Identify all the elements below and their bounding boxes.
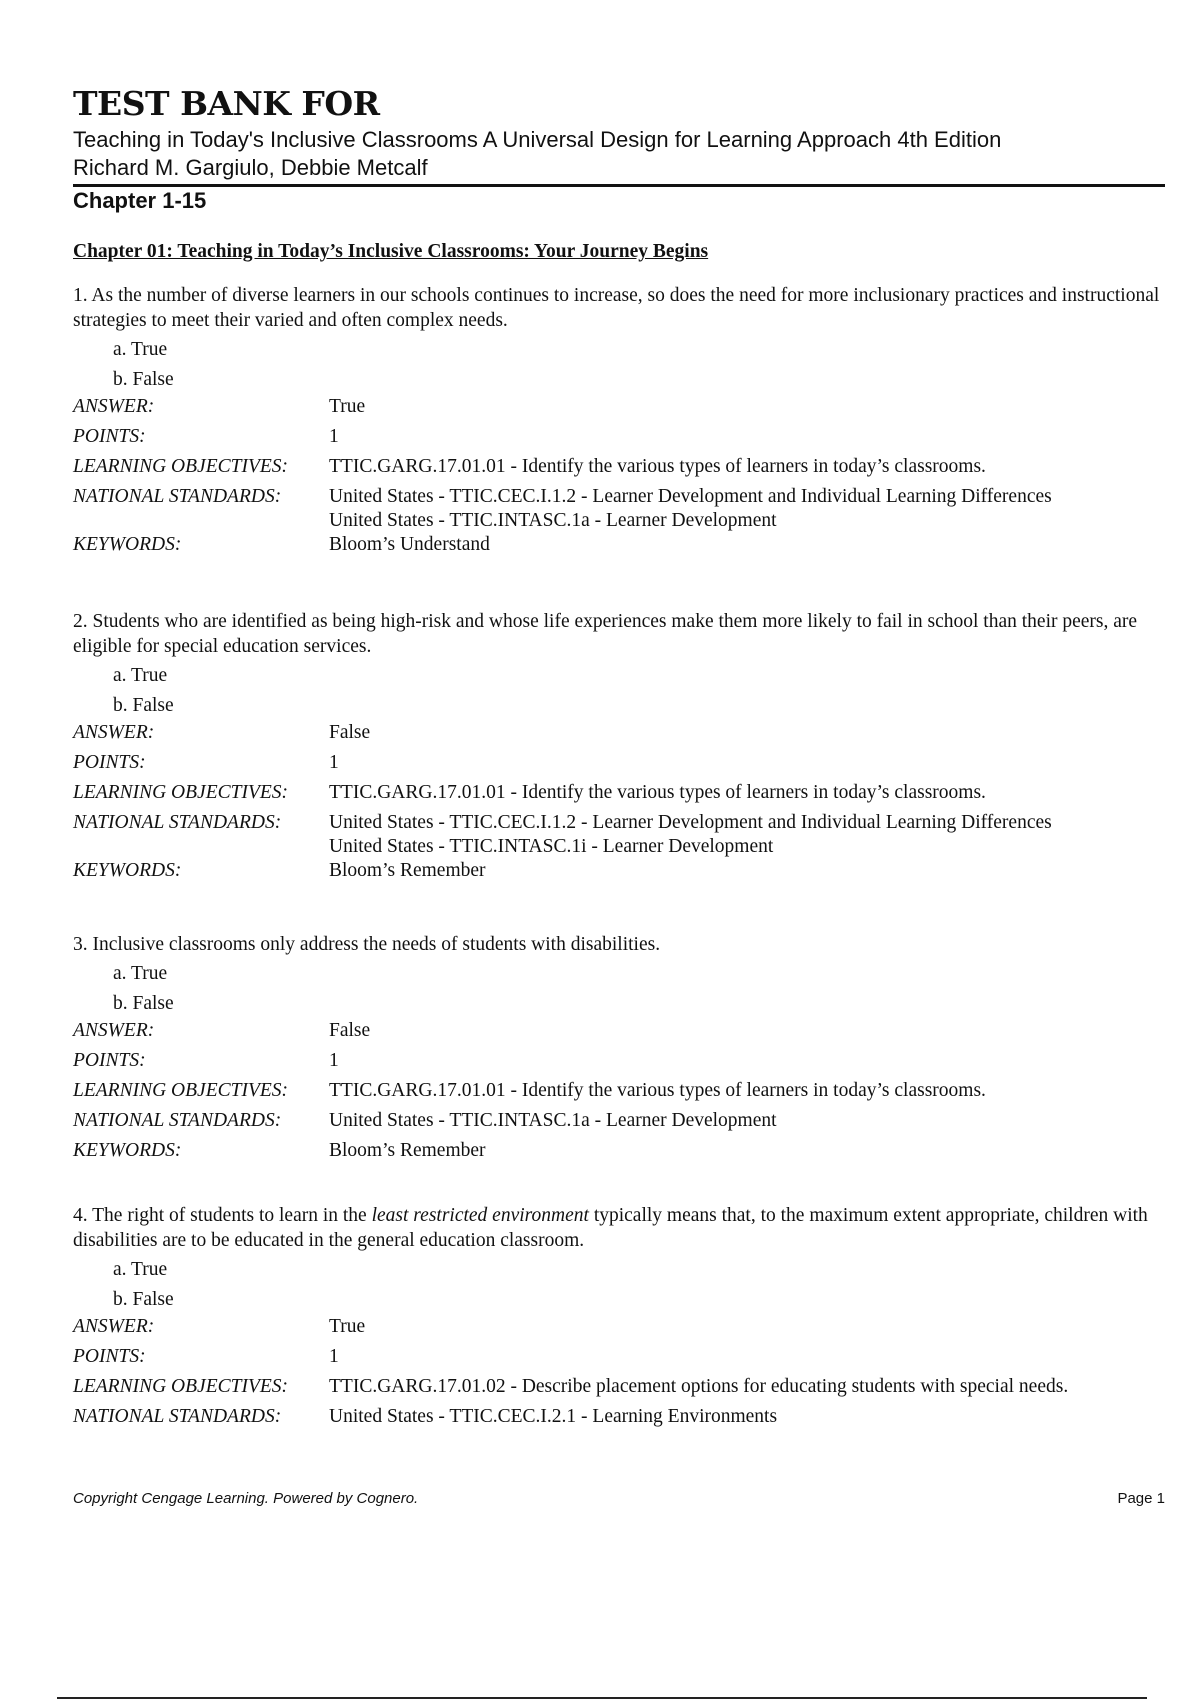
national-standard: United States - TTIC.INTASC.1a - Learner Development — [329, 1110, 777, 1131]
learning-objectives-label: LEARNING OBJECTIVES: — [73, 456, 289, 477]
learning-objectives-value: TTIC.GARG.17.01.01 - Identify the various types of learners in today’s classrooms. — [329, 782, 986, 803]
answer-options — [73, 333, 1165, 395]
keywords-row — [73, 859, 1165, 889]
national-standards-label: NATIONAL STANDARDS: — [73, 1406, 282, 1427]
option-true: a. True — [113, 1259, 168, 1280]
keywords-value: Bloom’s Understand — [329, 534, 490, 555]
answer-label: ANSWER: — [73, 722, 155, 743]
national-standards-row — [73, 811, 1165, 859]
keywords-label: KEYWORDS: — [73, 534, 182, 555]
keywords-value: Bloom’s Remember — [329, 860, 486, 881]
question-2 — [73, 609, 1165, 889]
national-standards-row — [73, 1109, 1165, 1139]
national-standard: United States - TTIC.CEC.I.1.2 - Learner Development and Individual Learning Differences — [329, 812, 1052, 833]
answer-value: False — [329, 722, 371, 743]
question-text: 2. Students who are identified as being high-risk and whose life experiences make them more likely to fail in school than their peers, are eligible for special education services. — [73, 611, 1138, 657]
question-text — [73, 1203, 1165, 1253]
test-bank-title: TEST BANK FOR — [73, 84, 380, 123]
bottom-rule — [57, 1697, 1147, 1699]
question-3 — [73, 932, 1165, 1169]
option-true: a. True — [113, 665, 168, 686]
national-standards-label: NATIONAL STANDARDS: — [73, 486, 282, 507]
question-text-emphasis: least restricted environment — [371, 1205, 589, 1226]
points-row — [73, 1049, 1165, 1079]
footer-page-number: Page 1 — [1117, 1490, 1165, 1507]
learning-objectives-row — [73, 1079, 1165, 1109]
book-title: Teaching in Today's Inclusive Classrooms A Universal Design for Learning Approach 4th Edition — [73, 127, 1002, 152]
answer-label: ANSWER: — [73, 1316, 155, 1337]
question-text-start: 4. The right of students to learn in the — [73, 1205, 372, 1226]
national-standards-row — [73, 485, 1165, 533]
points-label: POINTS: — [73, 1346, 146, 1367]
question-text-end: typically means that, to the maximum extent appropriate, children with disabilities are to be educated in the general education classroom. — [73, 1205, 1148, 1251]
learning-objectives-value: TTIC.GARG.17.01.02 - Describe placement options for educating students with special needs. — [329, 1376, 1069, 1397]
points-value: 1 — [329, 1050, 339, 1071]
question-text: 3. Inclusive classrooms only address the needs of students with disabilities. — [73, 934, 661, 955]
national-standard: United States - TTIC.INTASC.1i - Learner Development — [329, 836, 774, 857]
keywords-label: KEYWORDS: — [73, 860, 182, 881]
learning-objectives-label: LEARNING OBJECTIVES: — [73, 782, 289, 803]
national-standards-values — [329, 1405, 1165, 1435]
points-row — [73, 1345, 1165, 1375]
points-row — [73, 751, 1165, 781]
option-false: b. False — [113, 1289, 174, 1310]
learning-objectives-label: LEARNING OBJECTIVES: — [73, 1376, 289, 1397]
points-label: POINTS: — [73, 1050, 146, 1071]
chapter-heading: Chapter 01: Teaching in Today’s Inclusive Classrooms: Your Journey Begins — [73, 241, 709, 262]
question-4 — [73, 1203, 1165, 1435]
answer-options — [73, 957, 1165, 1019]
national-standard: United States - TTIC.CEC.I.2.1 - Learning Environments — [329, 1406, 778, 1427]
keywords-label: KEYWORDS: — [73, 1140, 182, 1161]
national-standard: United States - TTIC.CEC.I.1.2 - Learner Development and Individual Learning Differences — [329, 486, 1052, 507]
learning-objectives-row — [73, 1375, 1165, 1405]
answer-row — [73, 1315, 1165, 1345]
chapter-range: Chapter 1-15 — [73, 188, 207, 213]
question-1 — [73, 283, 1165, 563]
learning-objectives-row — [73, 455, 1165, 485]
answer-options — [73, 1253, 1165, 1315]
option-true: a. True — [113, 963, 168, 984]
answer-value: False — [329, 1020, 371, 1041]
answer-options — [73, 659, 1165, 721]
national-standards-label: NATIONAL STANDARDS: — [73, 812, 282, 833]
answer-label: ANSWER: — [73, 396, 155, 417]
answer-value: True — [329, 1316, 366, 1337]
points-value: 1 — [329, 426, 339, 447]
learning-objectives-value: TTIC.GARG.17.01.01 - Identify the various types of learners in today’s classrooms. — [329, 1080, 986, 1101]
keywords-value: Bloom’s Remember — [329, 1140, 486, 1161]
national-standards-values — [329, 811, 1165, 859]
answer-row — [73, 721, 1165, 751]
header-rule — [73, 184, 1165, 187]
option-false: b. False — [113, 369, 174, 390]
points-row — [73, 425, 1165, 455]
answer-label: ANSWER: — [73, 1020, 155, 1041]
national-standards-label: NATIONAL STANDARDS: — [73, 1110, 282, 1131]
learning-objectives-row — [73, 781, 1165, 811]
national-standards-row — [73, 1405, 1165, 1435]
points-value: 1 — [329, 1346, 339, 1367]
footer-copyright: Copyright Cengage Learning. Powered by Cognero. — [73, 1490, 419, 1507]
answer-row — [73, 1019, 1165, 1049]
points-value: 1 — [329, 752, 339, 773]
keywords-row — [73, 1139, 1165, 1169]
book-authors: Richard M. Gargiulo, Debbie Metcalf — [73, 155, 428, 180]
option-false: b. False — [113, 993, 174, 1014]
answer-value: True — [329, 396, 366, 417]
points-label: POINTS: — [73, 752, 146, 773]
points-label: POINTS: — [73, 426, 146, 447]
option-true: a. True — [113, 339, 168, 360]
answer-row — [73, 395, 1165, 425]
national-standards-values — [329, 485, 1165, 533]
question-text: 1. As the number of diverse learners in our schools continues to increase, so does the need for more inclusionary practices and instructional strategies to meet their varied and often complex needs. — [73, 285, 1160, 331]
national-standard: United States - TTIC.INTASC.1a - Learner Development — [329, 510, 777, 531]
learning-objectives-label: LEARNING OBJECTIVES: — [73, 1080, 289, 1101]
option-false: b. False — [113, 695, 174, 716]
keywords-row — [73, 533, 1165, 563]
national-standards-values — [329, 1109, 1165, 1139]
learning-objectives-value: TTIC.GARG.17.01.01 - Identify the various types of learners in today’s classrooms. — [329, 456, 986, 477]
